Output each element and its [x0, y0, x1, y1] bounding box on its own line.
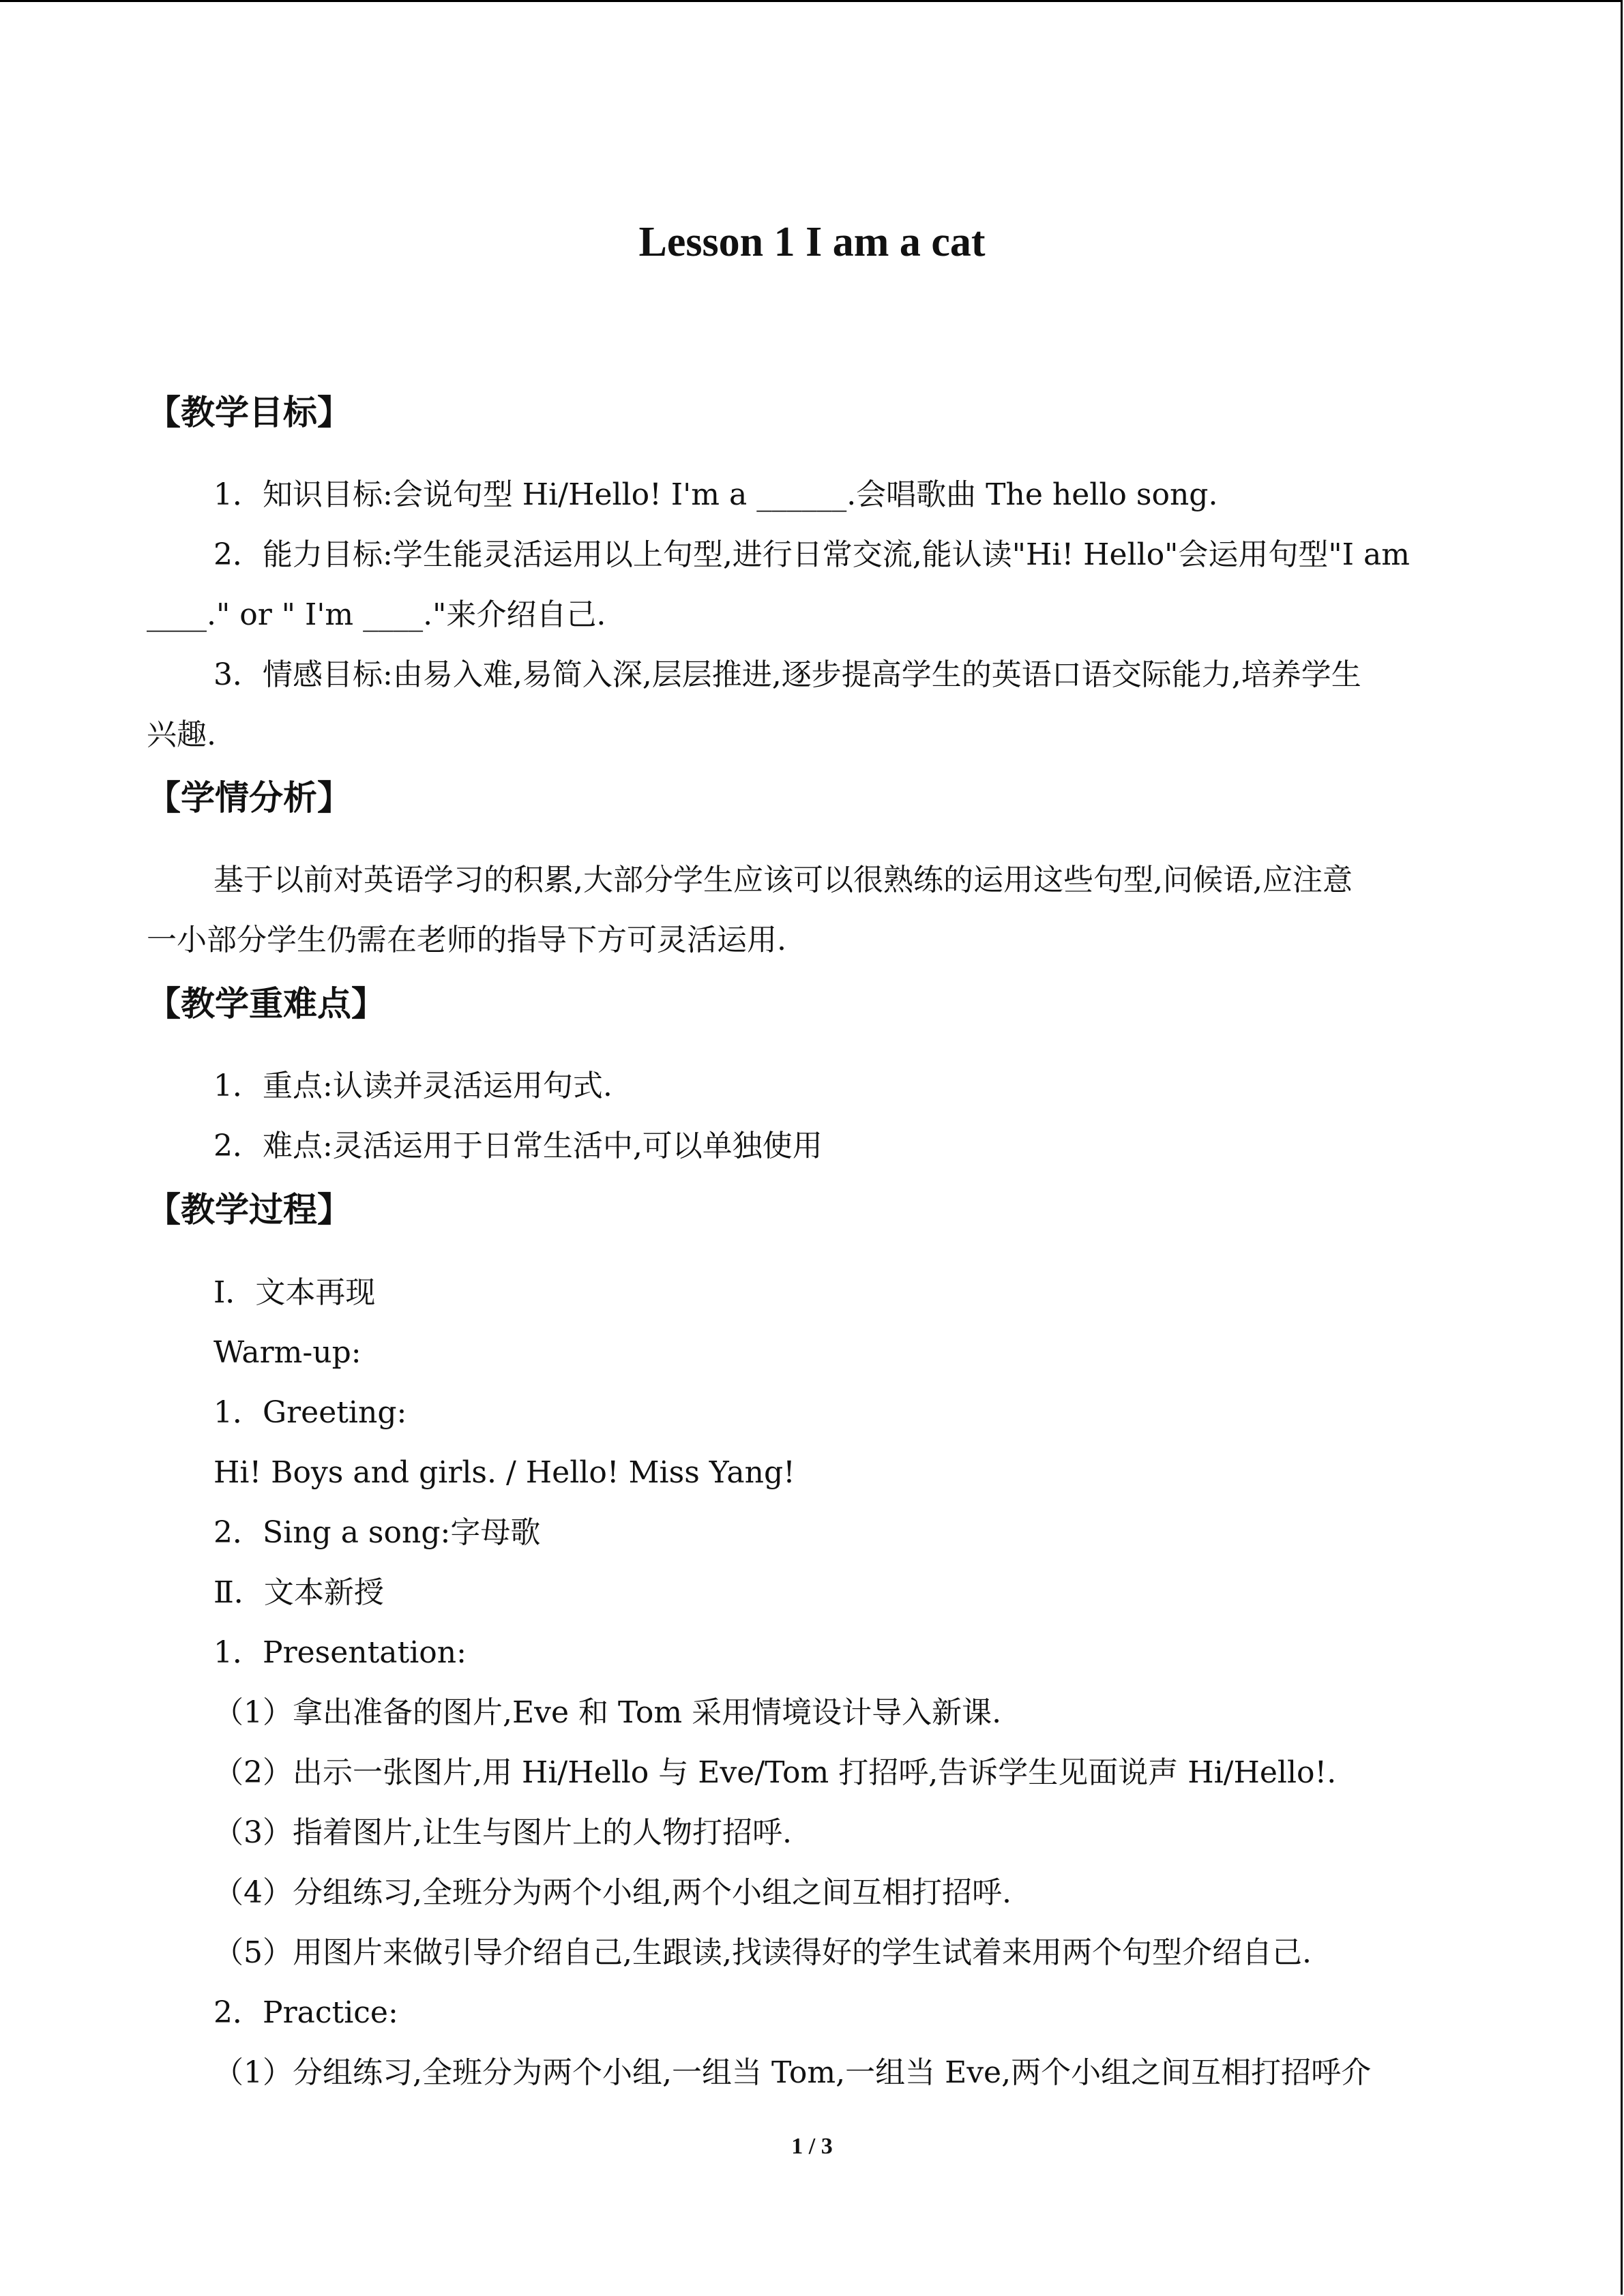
process-greeting-text: Hi! Boys and girls. / Hello! Miss Yang!: [213, 1455, 795, 1490]
objective-emotion-line2: 兴趣.: [147, 717, 216, 752]
presentation-step2: （2）出示一张图片,用 Hi/Hello 与 Eve/Tom 打招呼,告诉学生见面说声 Hi/Hello!.: [213, 1755, 1337, 1790]
objective-ability-line2: ____." or " I'm ____."来介绍自己.: [147, 597, 606, 632]
objective-knowledge: 1．知识目标:会说句型 Hi/Hello! I'm a ______.会唱歌曲 The hello song.: [213, 477, 1218, 512]
presentation-step5: （5）用图片来做引导介绍自己,生跟读,找读得好的学生试着来用两个句型介绍自己.: [213, 1935, 1312, 1970]
heading-keypoints: 【教学重难点】: [147, 984, 385, 1024]
objective-ability-line1: 2．能力目标:学生能灵活运用以上句型,进行日常交流,能认读"Hi! Hello"会运用句型"I am: [213, 537, 1410, 572]
process-practice: 2．Practice:: [213, 1995, 398, 2030]
heading-analysis: 【学情分析】: [147, 778, 351, 818]
heading-process: 【教学过程】: [147, 1190, 351, 1229]
analysis-line2: 一小部分学生仍需在老师的指导下方可灵活运用.: [147, 923, 786, 957]
keypoint-difficulty: 2．难点:灵活运用于日常生活中,可以单独使用: [213, 1129, 823, 1163]
process-song: 2．Sing a song:字母歌: [213, 1515, 541, 1550]
objective-emotion-line1: 3．情感目标:由易入难,易简入深,层层推进,逐步提高学生的英语口语交际能力,培养学生: [213, 657, 1361, 692]
practice-step1: （1）分组练习,全班分为两个小组,一组当 Tom,一组当 Eve,两个小组之间互相打招呼介: [213, 2055, 1372, 2090]
process-part1: Ⅰ．文本再现: [213, 1275, 376, 1310]
page-number: 1 / 3: [791, 2134, 833, 2159]
heading-objectives: 【教学目标】: [147, 393, 351, 432]
process-warmup: Warm-up:: [213, 1335, 361, 1370]
process-greeting: 1．Greeting:: [213, 1395, 407, 1430]
presentation-step4: （4）分组练习,全班分为两个小组,两个小组之间互相打招呼.: [213, 1875, 1012, 1910]
process-part2: Ⅱ．文本新授: [213, 1575, 384, 1610]
presentation-step1: （1）拿出准备的图片,Eve 和 Tom 采用情境设计导入新课.: [213, 1695, 1002, 1730]
presentation-step3: （3）指着图片,让生与图片上的人物打招呼.: [213, 1815, 792, 1850]
keypoint-focus: 1．重点:认读并灵活运用句式.: [213, 1069, 612, 1103]
process-presentation: 1．Presentation:: [213, 1635, 467, 1670]
analysis-line1: 基于以前对英语学习的积累,大部分学生应该可以很熟练的运用这些句型,问候语,应注意: [213, 863, 1353, 897]
document-title: Lesson 1 I am a cat: [638, 219, 986, 265]
